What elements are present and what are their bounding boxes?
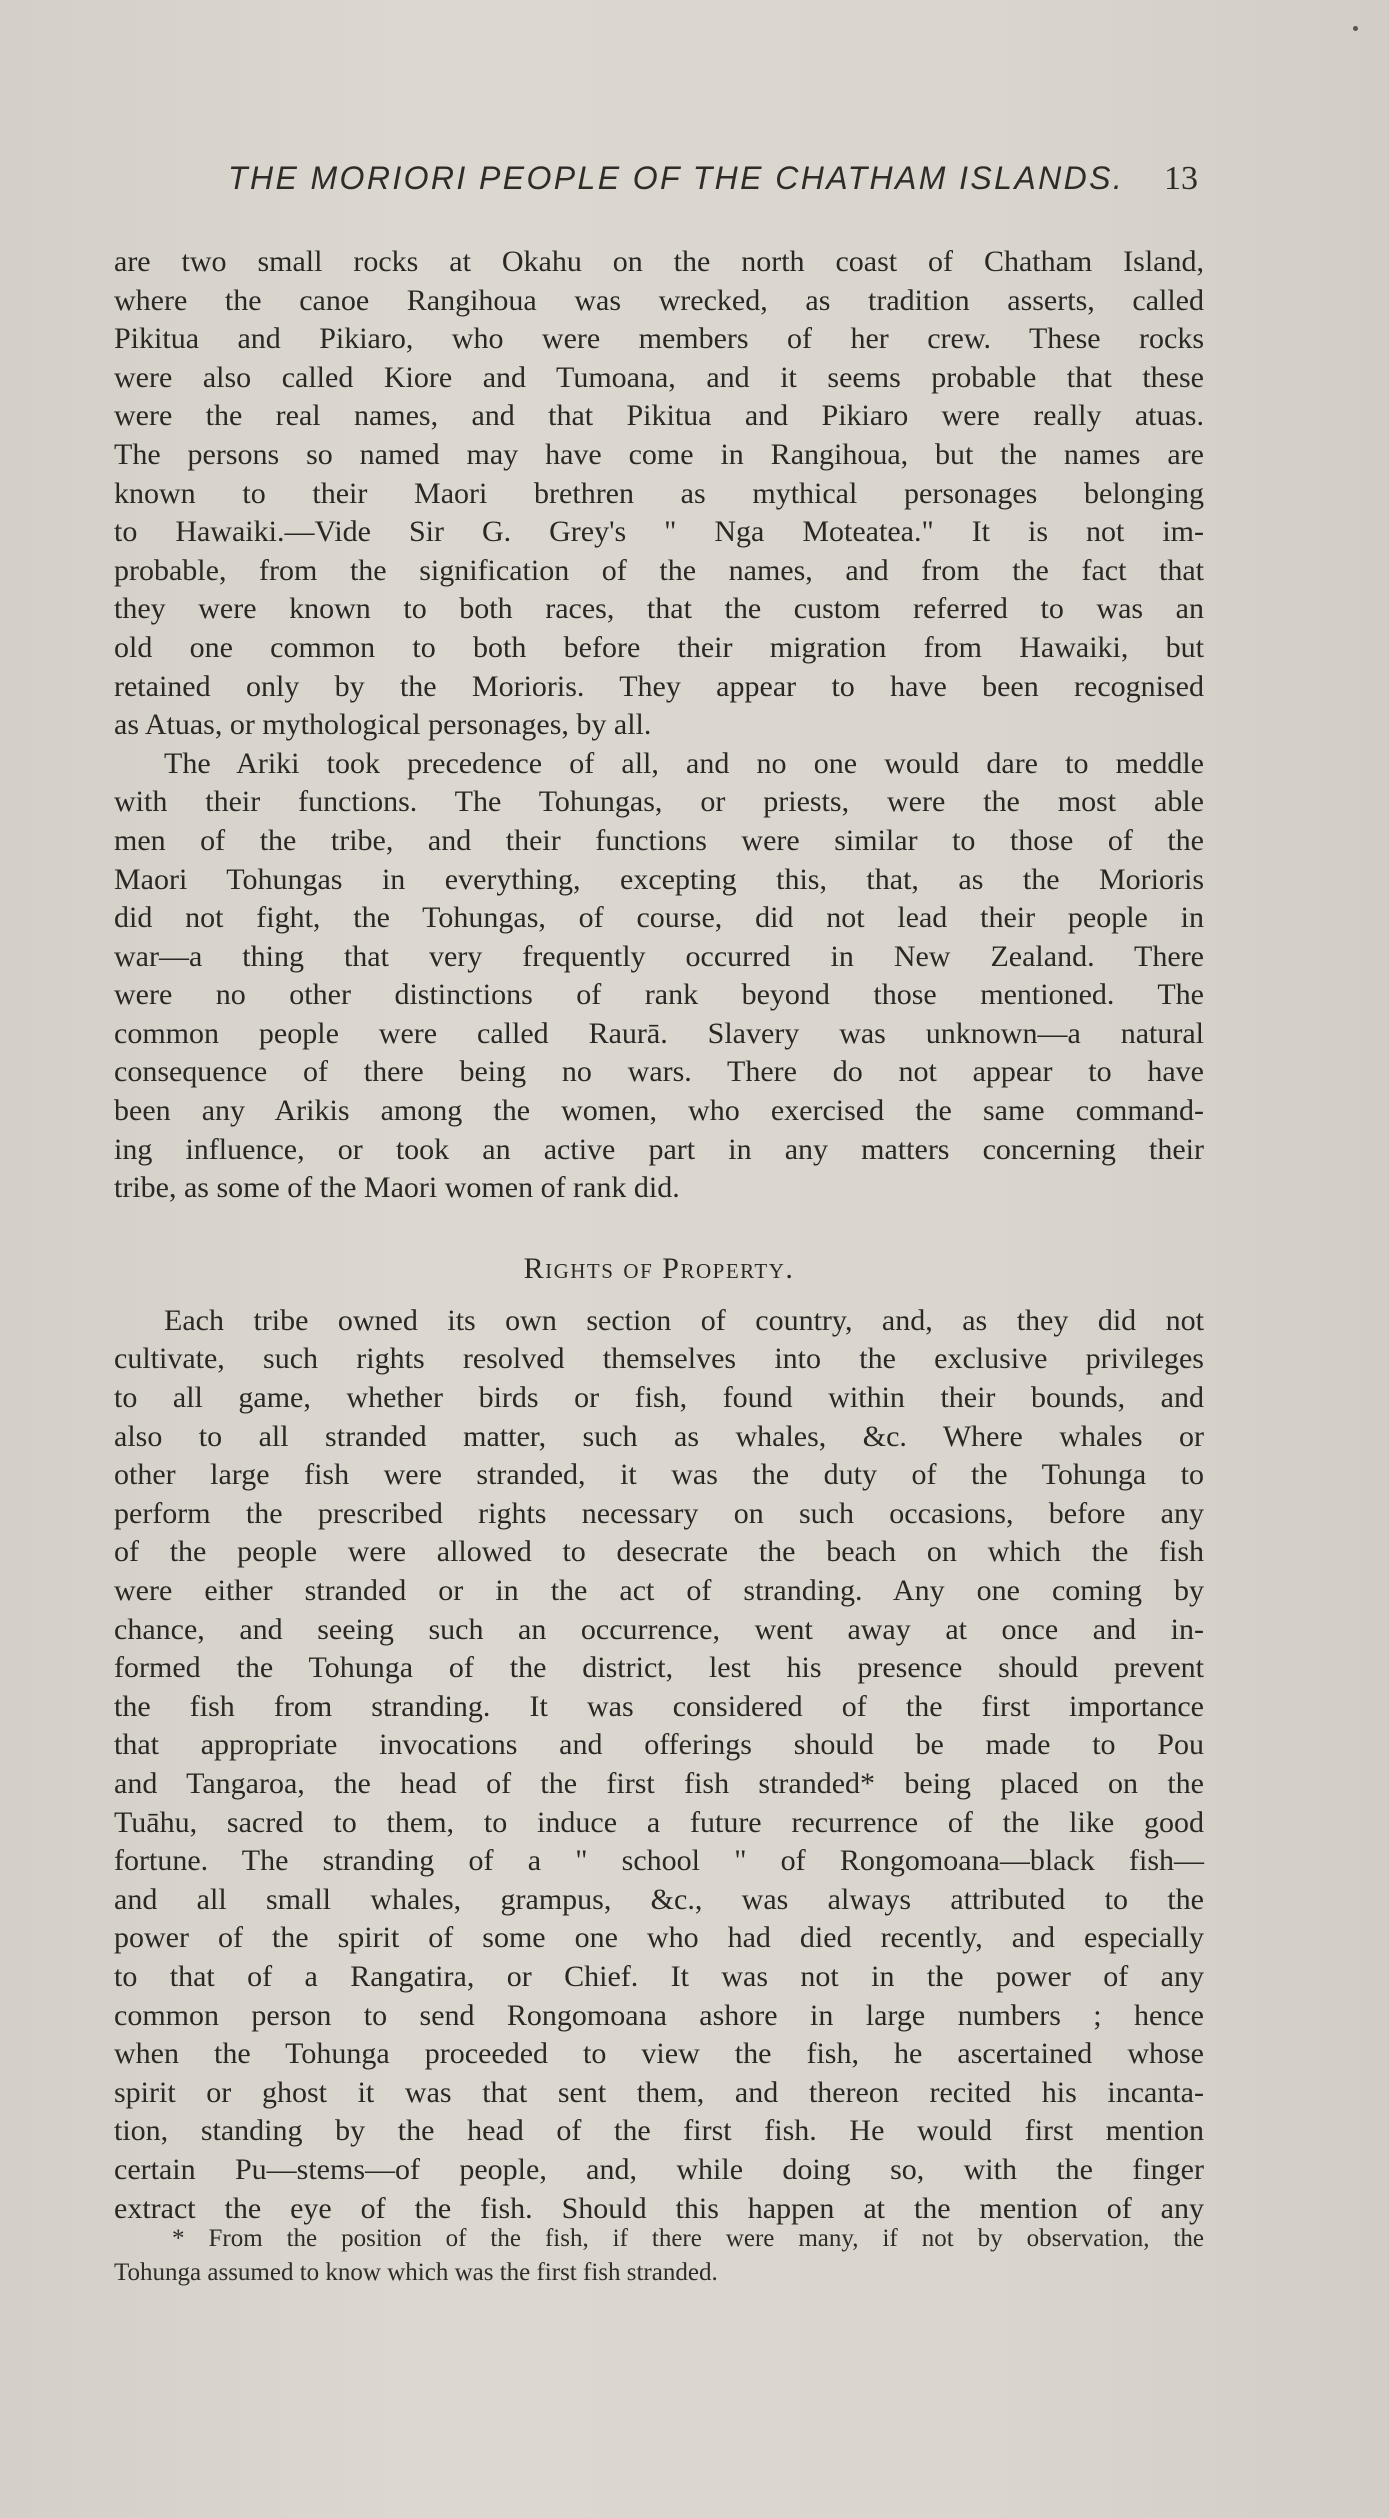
text-line: to Hawaiki.—Vide Sir G. Grey's " Nga Moteatea." It is not im- [114, 515, 1204, 549]
text-line: fortune. The stranding of a " school " of Rongomoana—black fish— [114, 1844, 1204, 1878]
footnote-line: * From the position of the fish, if there were many, if not by observation, the [172, 2225, 1204, 2252]
paragraph-ariki [114, 745, 1204, 1208]
text-line: known to their Maori brethren as mythical personages belonging [114, 476, 1204, 510]
section-spacer [114, 1208, 1204, 1246]
text-line: to that of a Rangatira, or Chief. It was not in the power of any [114, 1959, 1204, 1993]
text-line: formed the Tohunga of the district, lest his presence should prevent [114, 1651, 1204, 1685]
text-line: are two small rocks at Okahu on the north coast of Chatham Island, [114, 245, 1204, 278]
text-line: they were known to both races, that the custom referred to was an [114, 592, 1204, 626]
text-line: common people were called Raurā. Slavery was unknown—a natural [114, 1016, 1204, 1050]
text-line: and all small whales, grampus, &c., was always attributed to the [114, 1882, 1204, 1916]
footnote [114, 2222, 1204, 2290]
ink-speck [1353, 26, 1358, 31]
text-line: The Ariki took precedence of all, and no one would dare to meddle [164, 746, 1204, 780]
text-line: and Tangaroa, the head of the first fish stranded* being placed on the [114, 1766, 1204, 1800]
text-line: Pikitua and Pikiaro, who were members of her crew. These rocks [114, 322, 1204, 356]
text-line: as Atuas, or mythological personages, by all. [114, 708, 652, 742]
text-line: men of the tribe, and their functions were similar to those of the [114, 823, 1204, 857]
text-line: extract the eye of the fish. Should this happen at the mention of any [114, 2191, 1204, 2225]
paragraph-property [114, 1302, 1204, 2228]
text-line: that appropriate invocations and offerings should be made to Pou [114, 1728, 1204, 1762]
text-line: chance, and seeing such an occurrence, went away at once and in- [114, 1612, 1204, 1646]
text-line: with their functions. The Tohungas, or priests, were the most able [114, 785, 1204, 819]
text-line: the fish from stranding. It was considered of the first importance [114, 1689, 1204, 1723]
text-line: ing influence, or took an active part in any matters concerning their [114, 1132, 1204, 1166]
paragraph-continuation [114, 243, 1204, 745]
text-line: retained only by the Morioris. They appear to have been recognised [114, 669, 1204, 703]
text-line: did not fight, the Tohungas, of course, did not lead their people in [114, 901, 1204, 935]
text-line: probable, from the signification of the names, and from the fact that [114, 553, 1204, 587]
text-line: old one common to both before their migration from Hawaiki, but [114, 630, 1204, 664]
footnote-line: Tohunga assumed to know which was the first fish stranded. [114, 2259, 718, 2286]
page-number: 13 [1164, 160, 1198, 197]
text-line: The persons so named may have come in Rangihoua, but the names are [114, 437, 1204, 471]
text-line: Each tribe owned its own section of country, and, as they did not [164, 1303, 1204, 1337]
text-line: spirit or ghost it was that sent them, and thereon recited his incanta- [114, 2075, 1204, 2109]
page-header [0, 160, 1389, 210]
text-line: cultivate, such rights resolved themselves into the exclusive privileges [114, 1342, 1204, 1376]
text-line: tribe, as some of the Maori women of rank did. [114, 1171, 680, 1205]
text-line: were no other distinctions of rank beyond those mentioned. The [114, 978, 1204, 1012]
text-line: war—a thing that very frequently occurred in New Zealand. There [114, 939, 1204, 973]
text-line: common person to send Rongomoana ashore in large numbers ; hence [114, 1998, 1204, 2032]
section-heading: Rights of Property. [523, 1251, 795, 1285]
text-line: been any Arikis among the women, who exercised the same command- [114, 1094, 1204, 1128]
text-line: where the canoe Rangihoua was wrecked, as tradition asserts, called [114, 283, 1204, 317]
text-line: also to all stranded matter, such as whales, &c. Where whales or [114, 1419, 1204, 1453]
text-line: to all game, whether birds or fish, found within their bounds, and [114, 1381, 1204, 1415]
text-line: were also called Kiore and Tumoana, and it seems probable that these [114, 360, 1204, 394]
body-text [114, 243, 1204, 2228]
text-line: power of the spirit of some one who had died recently, and especially [114, 1921, 1204, 1955]
text-line: tion, standing by the head of the first fish. He would first mention [114, 2114, 1204, 2148]
text-line: of the people were allowed to desecrate the beach on which the fish [114, 1535, 1204, 1569]
text-line: perform the prescribed rights necessary on such occasions, before any [114, 1496, 1204, 1530]
text-line: Tuāhu, sacred to them, to induce a future recurrence of the like good [114, 1805, 1204, 1839]
text-line: consequence of there being no wars. There do not appear to have [114, 1055, 1204, 1089]
text-line: Maori Tohungas in everything, excepting this, that, as the Morioris [114, 862, 1204, 896]
running-head: THE MORIORI PEOPLE OF THE CHATHAM ISLANDS. [228, 160, 1125, 196]
text-line: were either stranded or in the act of stranding. Any one coming by [114, 1574, 1204, 1607]
text-line: were the real names, and that Pikitua and Pikiaro were really atuas. [114, 399, 1204, 433]
text-line: certain Pu—stems—of people, and, while doing so, with the finger [114, 2152, 1204, 2186]
text-line: when the Tohunga proceeded to view the fish, he ascertained whose [114, 2037, 1204, 2071]
text-line: other large fish were stranded, it was the duty of the Tohunga to [114, 1458, 1204, 1492]
